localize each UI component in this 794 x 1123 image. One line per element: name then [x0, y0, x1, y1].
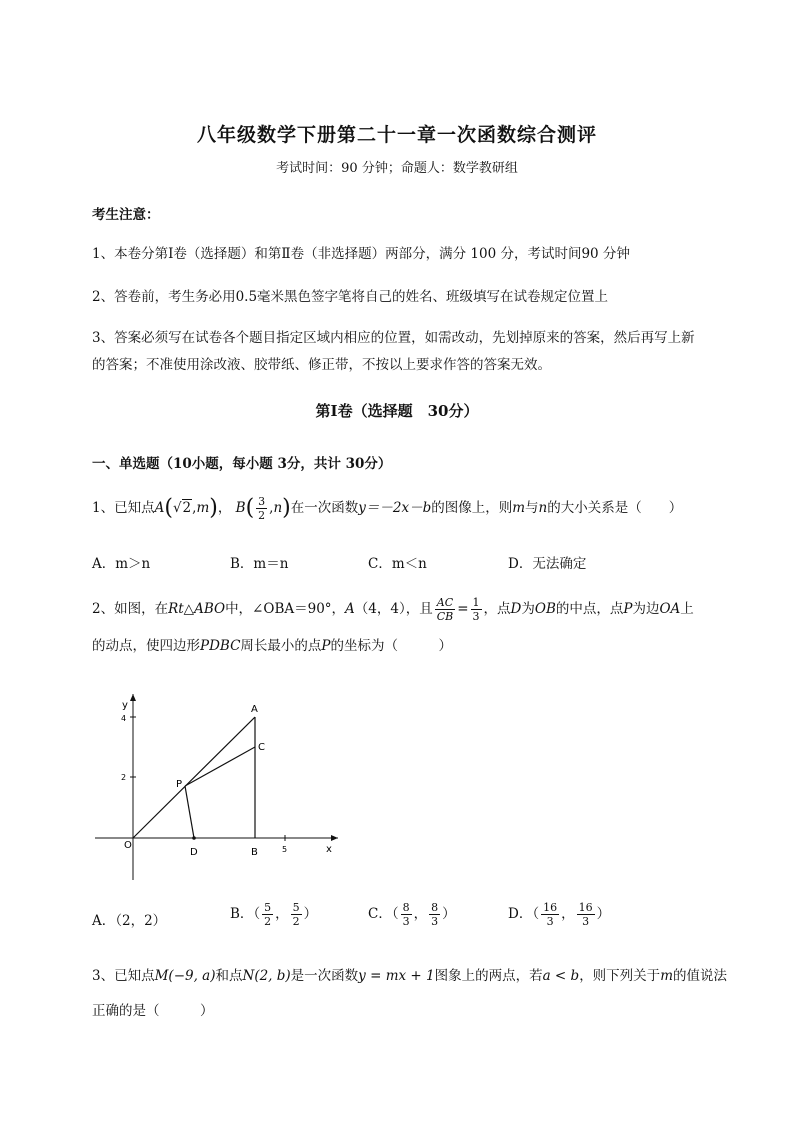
- q2-pdbc: PDBC: [200, 638, 241, 654]
- q1-m: m: [196, 500, 210, 516]
- q2-text-j: 的坐标为（ ）: [330, 638, 453, 654]
- q1-n2: n: [538, 500, 548, 516]
- segment-pd: [185, 786, 194, 838]
- q1-n: n: [273, 500, 283, 516]
- q2-equals: =: [457, 601, 469, 617]
- q1-sqrt: 2: [182, 500, 192, 516]
- q2-option-a[interactable]: A．（2，2）: [92, 913, 167, 929]
- q2-option-c[interactable]: C．（ $\frac{8}{3}$ ， $\frac{8}{3}$ ）: [368, 901, 456, 928]
- q2-coord-a: （4，4），且: [354, 601, 433, 617]
- q1-equation: y＝－2x－b: [358, 500, 432, 516]
- q1-suffix3: 的大小关系是（ ）: [547, 500, 683, 516]
- q2-oa: OA: [659, 601, 681, 617]
- label-d: D: [190, 847, 198, 858]
- section-title: 第Ⅰ卷（选择题 30分）: [315, 402, 479, 420]
- q1-option-c[interactable]: C．m＜n: [368, 556, 427, 572]
- q3-m-point: M: [154, 968, 169, 984]
- q3-text-c: 是一次函数: [290, 968, 359, 984]
- q1-prefix: 1、已知点: [92, 500, 155, 516]
- point-d-dot: [192, 836, 196, 840]
- exam-info: 考试时间：90 分钟；命题人：数学教研组: [276, 161, 518, 176]
- notice-item-1: 1、本卷分第Ⅰ卷（选择题）和第Ⅱ卷（非选择题）两部分，满分 100 分，考试时间90 分钟: [92, 246, 630, 262]
- q2-text-f: 为边: [632, 601, 660, 617]
- notice-item-3-cont: 的答案；不准使用涂改液、胶带纸、修正带，不按以上要求作答的答案无效。: [92, 357, 551, 373]
- q3-text-f: 的值说法: [673, 968, 727, 984]
- question-3: [92, 964, 727, 984]
- q1-option-a[interactable]: A．m＞n: [92, 556, 151, 572]
- q3-text-d: 图象上的两点，若: [434, 968, 543, 984]
- q2-p: P: [623, 601, 633, 617]
- q1-suffix1: 的图像上，则: [431, 500, 513, 516]
- question-1: 1、已知点A(√2,m)， B( $\frac{3}{2}$ ,n)在一次函数y＝－2x－b的图像上，则m与n的大小关系是（ ）: [92, 495, 683, 522]
- q2-ob: OB: [534, 601, 556, 617]
- q3-text-a: 3、已知点: [92, 968, 155, 984]
- q1-point-a: A: [154, 500, 165, 516]
- notice-item-3: 3、答案必须写在试卷各个题目指定区域内相应的位置，如需改动，先划掉原来的答案，然后再写上新: [92, 330, 695, 346]
- q2-ratio-value: $\frac{1}{3}$: [472, 596, 480, 623]
- notice-item-2: 2、答卷前，考生务必用0.5毫米黑色签字笔将自己的姓名、班级填写在试卷规定位置上: [92, 289, 609, 305]
- question-3-cont: 正确的是（ ）: [92, 1003, 214, 1019]
- q2-text-b: 中，∠OBA＝90°，: [225, 601, 346, 617]
- q2-p2: P: [321, 638, 331, 654]
- q3-text-b: 和点: [215, 968, 243, 984]
- y-axis-arrow: [130, 694, 136, 701]
- question-2-cont: [92, 634, 452, 654]
- question-2: [92, 595, 694, 623]
- q2-text-i: 周长最小的点: [240, 638, 322, 654]
- q1-mid: 在一次函数: [290, 500, 359, 516]
- q2-option-b[interactable]: B．（ $\frac{5}{2}$ ， $\frac{5}{2}$ ）: [230, 901, 318, 928]
- label-y: y: [122, 700, 128, 711]
- label-c: C: [258, 742, 265, 753]
- label-a: A: [251, 704, 258, 715]
- triangle-figure: [90, 690, 350, 890]
- q1-option-d[interactable]: D．无法确定: [508, 556, 587, 572]
- q3-inequality: a < b: [542, 968, 580, 984]
- part-heading: 一、单选题（10小题，每小题 3分，共计 30分）: [92, 456, 392, 472]
- q2-text-g: 上: [680, 601, 694, 617]
- q1-suffix2: 与: [525, 500, 539, 516]
- q1-option-b[interactable]: B．m＝n: [230, 556, 289, 572]
- segment-oa: [133, 717, 255, 838]
- q2-text-h: 的动点，使四边形: [92, 638, 200, 654]
- q2-text-e: 的中点，点: [555, 601, 624, 617]
- q2-text-d: 为: [521, 601, 535, 617]
- q3-m-coord: (−9, a): [168, 968, 216, 984]
- label-b: B: [251, 847, 258, 858]
- q3-m: m: [660, 968, 673, 984]
- x-axis-arrow: [331, 835, 338, 841]
- label-tick-5: 5: [282, 845, 288, 854]
- q1-fraction: $\frac{3}{2}$: [258, 495, 266, 522]
- q1-point-b: B: [235, 500, 246, 516]
- q3-n-point: N(2, b): [242, 968, 291, 984]
- q2-point-a: A: [345, 601, 355, 617]
- q1-m2: m: [512, 500, 526, 516]
- q2-ratio: $\frac{AC}{CB}$: [436, 596, 454, 623]
- q2-text-a: 2、如图，在: [92, 601, 169, 617]
- label-p: P: [176, 779, 183, 790]
- q2-d: D: [510, 601, 522, 617]
- q3-equation: y = mx + 1: [358, 968, 435, 984]
- segment-pc: [185, 747, 255, 786]
- label-tick-2: 2: [121, 773, 127, 782]
- q2-triangle: Rt△ABO: [168, 601, 226, 617]
- page-title: 八年级数学下册第二十一章一次函数综合测评: [196, 124, 597, 146]
- notice-heading: 考生注意：: [92, 207, 160, 223]
- q3-text-e: ，则下列关于: [579, 968, 661, 984]
- q2-text-c: ，点: [483, 601, 511, 617]
- label-tick-4: 4: [121, 714, 127, 723]
- q2-option-d[interactable]: D．（ $\frac{16}{3}$ ， $\frac{16}{3}$ ）: [508, 901, 611, 928]
- label-o: O: [124, 840, 132, 851]
- label-x: x: [326, 844, 332, 855]
